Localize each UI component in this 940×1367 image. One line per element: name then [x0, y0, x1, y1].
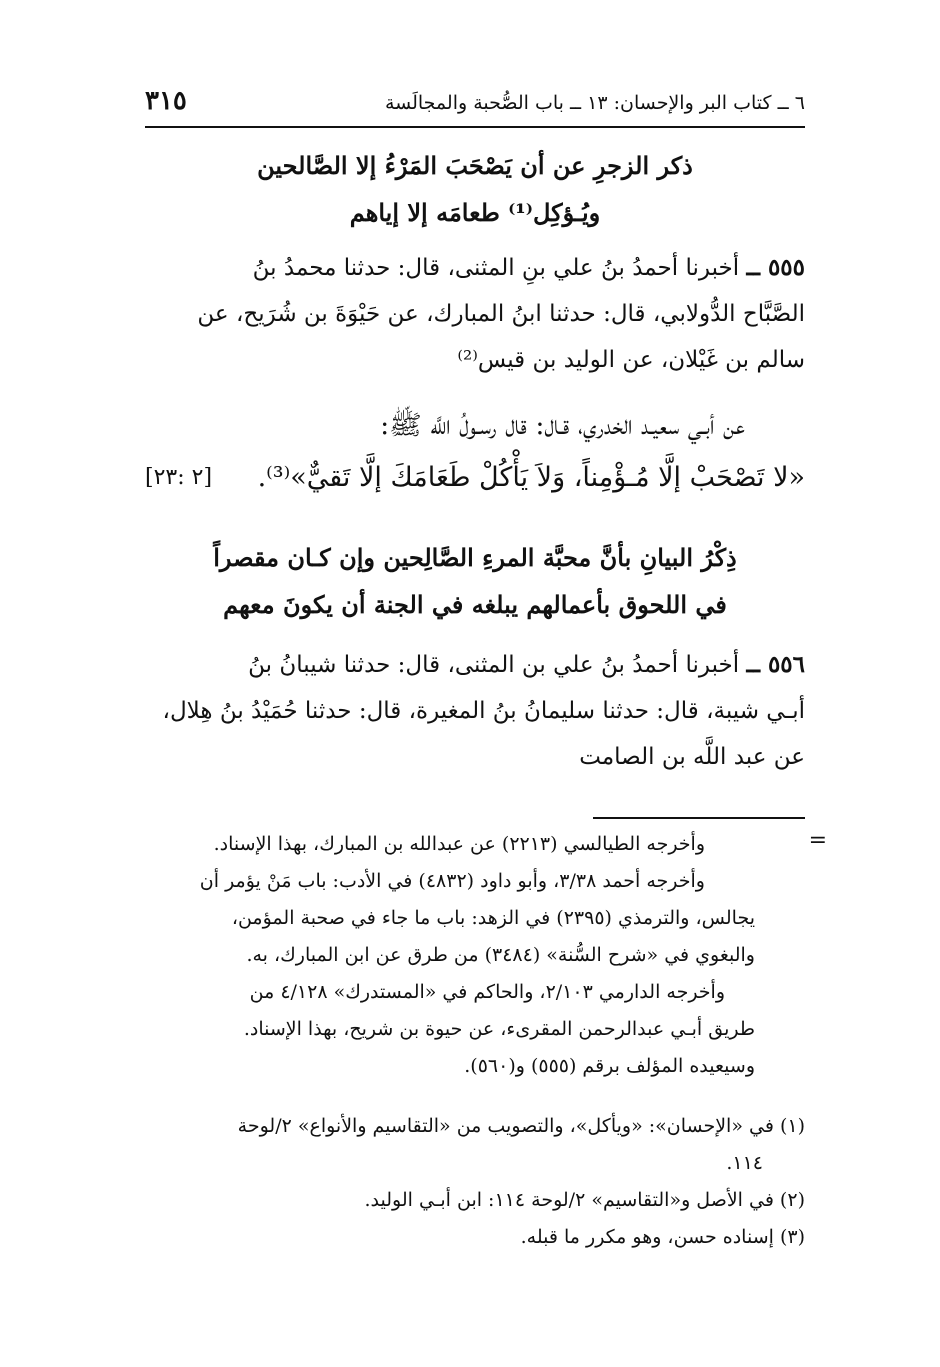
footnote-separator — [593, 817, 805, 819]
running-head: ٦ ــ كتاب البر والإحسان: ١٣ ــ باب الصُّحبة والمجالَسة — [384, 92, 805, 114]
chapter-title-line: ذِكْرُ البيانِ بأنَّ محبَّة المرءِ الصَّالِحين وإن كـان مقصراً — [213, 543, 737, 572]
hadith-number: ٥٥٦ ــ — [746, 651, 805, 678]
isnad-text: أخبرنا أحمدُ بنُ علي بنِ المثنى، قال: حدثنا محمدُ بنُ — [252, 255, 740, 281]
footnote-1: (١) في «الإحسان»: «ويأكل»، والتصويب من «التقاسيم والأنواع» ٢/لوحة — [237, 1115, 805, 1137]
footnote-1-cont: ١١٤. — [726, 1152, 763, 1174]
chapter-heading-2 — [145, 534, 805, 628]
hadith-555-isnad — [145, 245, 805, 383]
matn-text: «لا تَصْحَبْ إلَّا مُـؤْمِناً، وَلاَ يَأْكُلْ طَعَامَكَ إلَّا تَقيٌّ»⁽³⁾. — [257, 462, 805, 493]
text-line: عن عبد اللَّه بن الصامت — [579, 744, 805, 770]
hadith-reference: [٢ :٢٣] — [145, 465, 213, 490]
footnote-2: (٢) في الأصل و«التقاسيم» ٢/لوحة ١١٤: ابن أبـي الوليد. — [364, 1189, 805, 1211]
chapter-title-line: ويُـؤكِل⁽¹⁾ طعامَه إلا إياهم — [349, 198, 601, 227]
note-line: يجالس، والترمذي (٢٣٩٥) في الزهد: باب ما جاء في صحبة المؤمن، — [231, 907, 755, 929]
text-line: سالم بن غَيْلان، عن الوليد بن قيس⁽²⁾ — [457, 347, 805, 373]
note-line: وأخرجه أحمد ٣/٣٨، وأبو داود (٤٨٣٢) في الأدب: باب مَنْ يؤمر أن — [199, 870, 705, 892]
continuation-mark: = — [808, 828, 827, 853]
note-line: والبغوي في «شرح السُّنة» (٣٤٨٤) من طرق عن ابن المبارك، به. — [246, 944, 755, 966]
footnote-3: (٣) إسناده حسن، وهو مكرر ما قبله. — [520, 1226, 805, 1248]
text-line — [145, 642, 805, 688]
chapter-heading-1 — [145, 142, 805, 236]
matn-line: عن أبـي سعيـد الخدري، قـال: قال رسـولُ اللَّه ﷺ: — [380, 410, 745, 441]
header-rule — [145, 126, 805, 128]
hadith-556-isnad — [145, 642, 805, 780]
matn-line — [145, 452, 805, 504]
note-line: وسيعيده المؤلف برقم (٥٥٥) و(٥٦٠). — [464, 1055, 755, 1077]
notes-block — [145, 826, 827, 1085]
page-header — [145, 84, 805, 124]
hadith-555-matn — [145, 400, 805, 504]
note-line: وأخرجه الطيالسي (٢٢١٣) عن عبدالله بن المبارك، بهذا الإسناد. — [213, 833, 705, 855]
text-line: أبـي شيبة، قال: حدثنا سليمانُ بنُ المغيرة، قال: حدثنا حُمَيْدُ بنُ هِلال، — [162, 698, 805, 724]
page-number: ٣١٥ — [145, 86, 187, 116]
chapter-title-line: في اللحوق بأعمالهم يبلغه في الجنة أن يكونَ معهم — [223, 590, 727, 619]
footnotes — [145, 1108, 805, 1256]
chapter-title-line: ذكر الزجرِ عن أن يَصْحَبَ المَرْءُ إلا الصَّالحين — [257, 151, 693, 180]
text-line — [145, 245, 805, 291]
isnad-text: أخبرنا أحمدُ بنُ علي بن المثنى، قال: حدثنا شيبانُ بنُ — [248, 652, 740, 678]
hadith-number: ٥٥٥ ــ — [746, 254, 805, 281]
text-line: الصَّبَّاح الدُّولابي، قال: حدثنا ابنُ المبارك، عن حَيْوَةَ بن شُرَيح، عن — [197, 301, 805, 327]
note-line: طريق أبـي عبدالرحمن المقرىء، عن حيوة بن شريح، بهذا الإسناد. — [243, 1018, 755, 1040]
note-line: وأخرجه الدارمي ٢/١٠٣، والحاكم في «المستدرك» ٤/١٢٨ من — [249, 981, 725, 1003]
